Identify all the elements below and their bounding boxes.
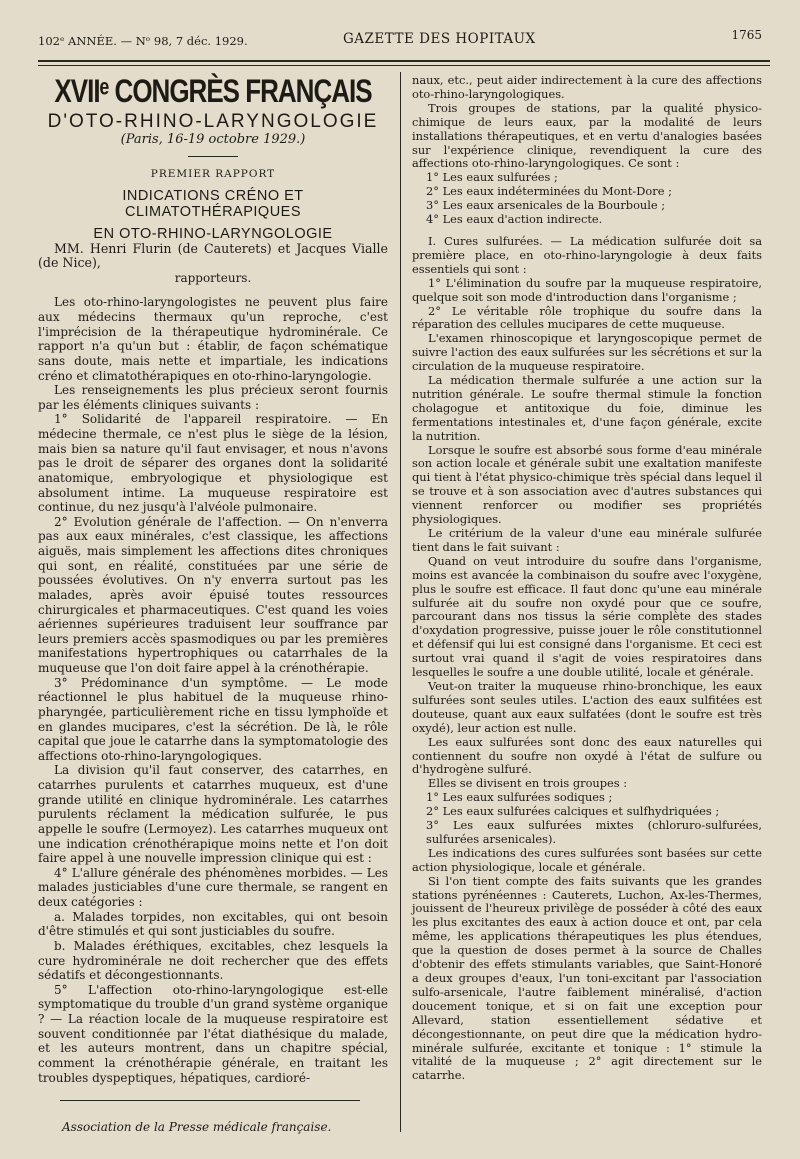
paragraph: b. Malades éréthiques, excitables, chez lesquels la cure hydrominérale ne doit rechercher que des effets sédatifs et décongestionnants. [38,938,388,983]
list-item: 2° Les eaux indéterminées du Mont-Dore ; [426,184,672,199]
paragraph: Les eaux sulfurées sont donc des eaux naturelles qui contiennent du soufre non oxydé à l'état de sulfure ou d'hydrogène sulfuré. [412,734,762,777]
paragraph: 1° L'élimination du soufre par la muqueuse respiratoire, quelque soit son mode d'introduction dans l'organisme ; [412,275,762,304]
paragraph: Les indications des cures sulfurées sont basées sur cette action physiologique, locale et générale. [412,845,762,874]
paragraph: Les oto-rhino-laryngologistes ne peuvent plus faire aux médecins thermaux qu'un reproche, c'est l'imprécision de la thérapeutique hydrominérale. Ce rapport n'a qu'un but : établir, de façon schématique sans doute, mais nette et impartiale, les indications créno et climatothérapiques en oto-rhino-laryngologie. [38,295,388,383]
list-item: 3° Les eaux arsenicales de la Bourboule ; [426,198,666,213]
paragraph: 2° Evolution générale de l'affection. — On n'enverra pas aux eaux minérales, c'est classique, les affections aiguës, mais simplement les affections dites chroniques qui sont, en réalité, constituées par une série de poussées évolutives. On n'y enverra surtout pas les malades, après avoir épuisé toutes ressources chirurgicales et pharmaceutiques. C'est quand les voies aériennes supérieures traduisent leur souffrance par leurs premiers accès spasmodiques ou par les premières manifestations hypertrophiques ou catarrhales de la muqueuse que l'on doit faire appel à la crénothérapie. [38,514,388,675]
list-item: 1° Les eaux sulfurées sodiques ; [426,790,613,805]
paragraph: Lorsque le soufre est absorbé sous forme d'eau minérale son action locale et générale subit une exaltation manifeste qui tient à l'état physico-chimique très spécial dans lequel il se trouve et à son association avec d'autres substances qui viennent renforcer ou modifier ses propriétés physiologiques. [412,442,762,527]
paragraph: Trois groupes de stations, par la qualité physico-chimique de leurs eaux, par la modalité de leurs installations thérapeutiques, et en vertu d'analogies basées sur l'expérience clinique, revendiquent la cure des affections oto-rhino-laryngologiques. Ce sont : [412,100,762,171]
paragraph: naux, etc., peut aider indirectement à la cure des affections oto-rhino-laryngologiques. [412,73,762,101]
paragraph: Elles se divisent en trois groupes : [428,776,628,791]
short-rule [188,156,238,157]
issue-info: 102ᵉ ANNÉE. — Nᵒ 98, 7 déc. 1929. [38,34,248,48]
paragraph: 1° Solidarité de l'appareil respiratoire. — En médecine thermale, ce n'est plus le siège de la lésion, mais bien sa nature qu'il faut envisager, et nous n'avons pas le droit de séparer des organes dont la solidarité anatomique, embryologique et physiologique est absolument intime. La muqueuse respiratoire est continue, du nez jusqu'à l'alvéole pulmonaire. [38,412,388,515]
authors-role: rapporteurs. [174,270,252,285]
paragraph: 5° L'affection oto-rhino-laryngologique est-elle symptomatique du trouble d'un grand système organique ? — La réaction locale de la muqueuse respiratoire est souvent conditionnée par l'état diathésique du malade, et les auteurs montrent, dans un chapitre spécial, comment la crénothérapie générale, en traitant les troubles dyspeptiques, hépatiques, cardioré- [38,982,388,1085]
paragraph: 3° Prédominance d'un symptôme. — Le mode réactionnel le plus habituel de la muqueuse rhino-pharyngée, particulièrement riche en tissu lymphoïde et en glandes mucipares, c'est la sécrétion. De là, le rôle capital que joue le catarrhe dans la symptomatologie des affections oto-rhino-laryngologiques. [38,675,388,763]
article-title-line1: INDICATIONS CRÉNO ET CLIMATOTHÉRAPIQUES [122,187,304,220]
article-title-line2: EN OTO-RHINO-LARYNGOLOGIE [93,225,333,242]
congress-place-dates: (Paris, 16-19 octobre 1929.) [120,132,306,148]
paragraph: a. Malades torpides, non excitables, qui ont besoin d'être stimulés et qui sont justiciables du soufre. [38,909,388,939]
paragraph: L'examen rhinoscopique et laryngoscopique permet de suivre l'action des eaux sulfurées sur les sécrétions et sur la circulation de la muqueuse respiratoire. [412,331,762,374]
list-item: 3° Les eaux sulfurées mixtes (chloruro-sulfurées, sulfurées arsenicales). [426,818,762,846]
footer-rule [60,1100,360,1101]
rapport-label: PREMIER RAPPORT [150,167,276,180]
paragraph: 4° L'allure générale des phénomènes morbides. — Les malades justiciables d'une cure thermale, se rangent en deux catégories : [38,865,388,909]
authors: MM. Henri Flurin (de Cauterets) et Jacques Vialle (de Nice), [38,240,388,271]
footer-credit: Association de la Presse médicale française. [62,1120,332,1134]
congress-title: XVIIᵉ CONGRÈS FRANÇAIS [54,72,372,110]
paragraph: Les renseignements les plus précieux seront fournis par les éléments cliniques suivants : [38,383,388,412]
paragraph: Le critérium de la valeur d'une eau minérale sulfurée tient dans le fait suivant : [412,526,762,554]
header-rule-thick [38,60,770,62]
paragraph: Veut-on traiter la muqueuse rhino-bronchique, les eaux sulfurées sont seules utiles. L'action des eaux sulfitées est douteuse, quant aux eaux sulfatées (dont le soufre est très oxydé), leur action est nulle. [412,678,762,735]
paragraph: 2° Le véritable rôle trophique du soufre dans la réparation des cellules mucipares de cette muqueuse. [412,303,762,332]
paragraph: La division qu'il faut conserver, des catarrhes, en catarrhes purulents et catarrhes muqueux, est d'une grande utilité en clinique hydrominérale. Les catarrhes purulents réclament la médication sulfurée, le pus appelle le soufre (Lermoyez). Les catarrhes muqueux ont une indication crénothérapique moins nette et l'on doit faire appel à une nouvelle impression clinique qui est : [38,763,388,866]
journal-title: GAZETTE DES HOPITAUX [343,31,536,47]
right-column [412,74,762,1083]
list-item: 1° Les eaux sulfurées ; [426,170,558,185]
paragraph: La médication thermale sulfurée a une action sur la nutrition générale. Le soufre thermal stimule la fonction cholagogue et antitoxique du foie, diminue les fermentations intestinales et, d'une façon générale, excite la nutrition. [412,373,762,443]
list-item: 2° Les eaux sulfurées calciques et sulfhydriquées ; [426,804,720,819]
list-item: 4° Les eaux d'action indirecte. [426,212,603,227]
header-rule-thin [38,65,770,66]
column-divider [400,72,401,1132]
specialty-title: D'OTO-RHINO-LARYNGOLOGIE [47,110,379,132]
paragraph: Si l'on tient compte des faits suivants que les grandes stations pyrénéennes : Cauterets, Luchon, Ax-les-Thermes, jouissent de l'heureux privilège de posséder à côté des eaux les plus excitantes des eaux à action douce et ont, par cela même, les applications thérapeutiques les plus étendues, que la question de doses permet à la source de Challes d'obtenir des effets stimulants variables, que Saint-Honoré a deux groupes d'eaux, l'un toni-excitant par l'association sulfo-arsenicale, l'autre faiblement minéralisé, d'action doucement tonique, et si on fait une exception pour Allevard, station essentiellement sédative et décongestionnante, on peut dire que la médication hydro-minérale sulfurée, excitante et tonique : 1° stimule la vitalité de la muqueuse ; 2° agit directement sur le catarrhe. [412,873,762,1083]
paragraph: I. Cures sulfurées. — La médication sulfurée doit sa première place, en oto-rhino-laryngologie à deux faits essentiels qui sont : [412,233,762,276]
paragraph: Quand on veut introduire du soufre dans l'organisme, moins est avancée la combinaison du soufre avec l'oxygène, plus le soufre est efficace. Il faut donc qu'une eau minérale sulfurée ait du soufre non oxydé pour que ce soufre, parcourant dans nos tissus la série complète des stades d'oxydation progressive, puisse jouer le rôle constitutionnel et défensif qui lui est consigné dans l'organisme. Et ceci est surtout vrai quand il s'agit de voies respiratoires dans lesquelles le soufre a une double utilité, locale et générale. [412,553,762,680]
left-column [38,74,388,1085]
page-number: 1765 [731,28,762,42]
page-header [38,28,770,50]
